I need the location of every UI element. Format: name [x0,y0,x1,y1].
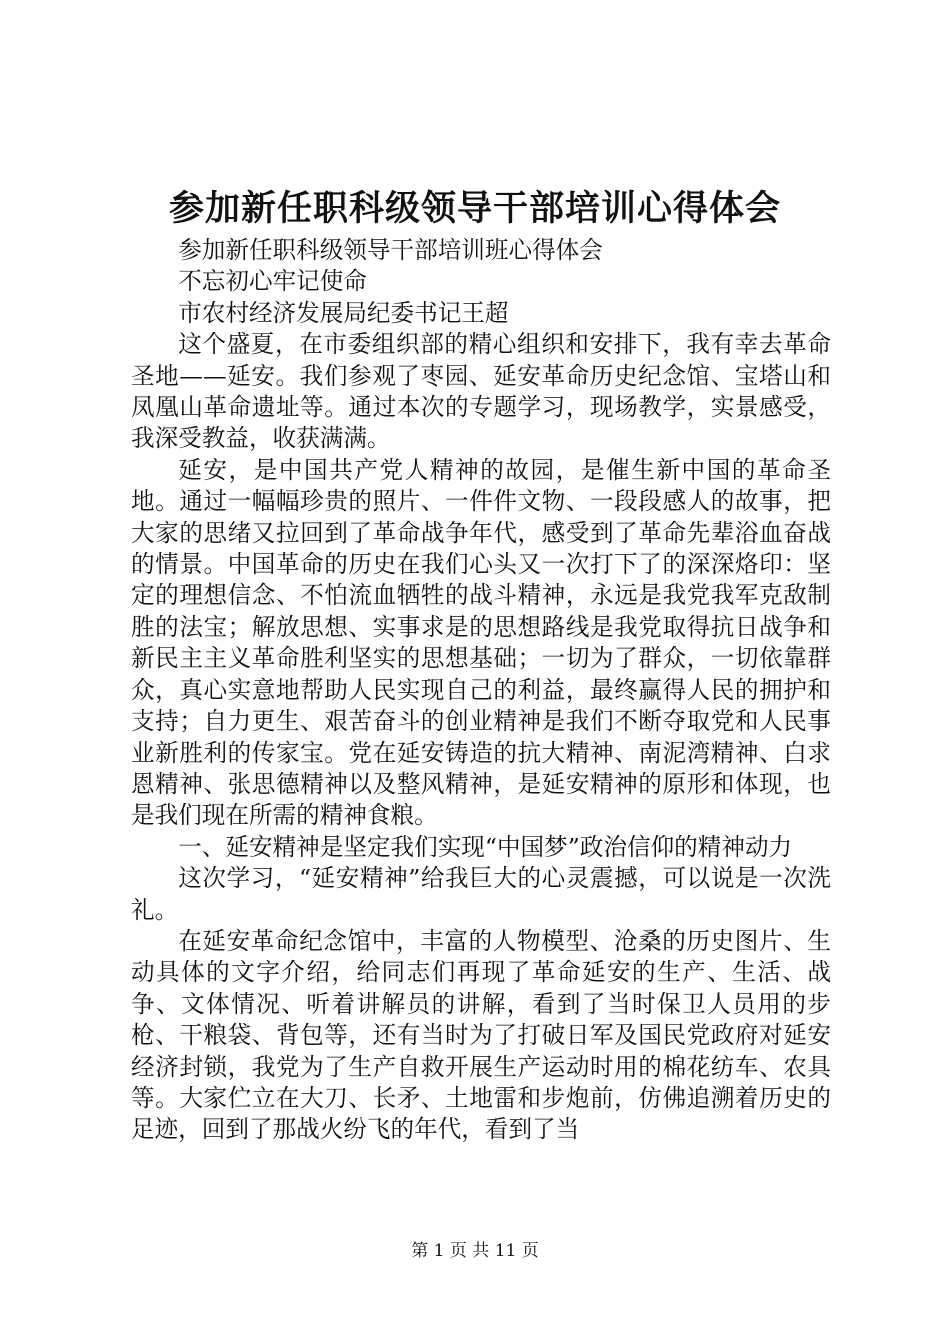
subtitle-paragraph: 参加新任职科级领导干部培训班心得体会 [178,236,603,264]
document-title: 参加新任职科级领导干部培训心得体会 [168,188,781,229]
page-number-footer: 第 1 页 共 11 页 [411,1241,539,1261]
theme-paragraph: 不忘初心牢记使命 [178,267,367,296]
section-heading: 一、延安精神是坚定我们实现“中国梦”政治信仰的精神动力 [178,832,793,861]
author-paragraph: 市农村经济发展局纪委书记王超 [178,298,509,327]
body-paragraph: 在延安革命纪念馆中，丰富的人物模型、沧桑的历史图片、生动具体的文字介绍，给同志们再现了革命延安的生产、生活、战争、文体情况、听着讲解员的讲解，看到了当时保卫人员用的步枪、干粮袋、背包等，还有当时为了打破日军及国民党政府对延安经济封锁，我党为了生产自救开展生产运动时用的棉花纺车、农具等。大家伫立在大刀、长矛、土地雷和步炮前，仿佛追溯着历史的足迹，回到了那战火纷飞的年代，看到了当 [131,926,831,1144]
body-paragraph: 这次学习，“延安精神”给我巨大的心灵震撼，可以说是一次洗礼。 [131,864,831,924]
body-paragraph: 延安，是中国共产党人精神的故园，是催生新中国的革命圣地。通过一幅幅珍贵的照片、一件件文物、一段段感人的故事，把大家的思绪又拉回到了革命战争年代，感受到了革命先辈浴血奋战的情景。中国革命的历史在我们心头又一次打下了的深深烙印：坚定的理想信念、不怕流血牺牲的战斗精神，永远是我党我军克敌制胜的法宝；解放思想、实事求是的思想路线是我党取得抗日战争和新民主主义革命胜利坚实的思想基础；一切为了群众，一切依靠群众，真心实意地帮助人民实现自己的利益，最终赢得人民的拥护和支持；自力更生、艰苦奋斗的创业精神是我们不断夺取党和人民事业新胜利的传家宝。党在延安铸造的抗大精神、南泥湾精神、白求恩精神、张思德精神以及整风精神，是延安精神的原形和体现，也是我们现在所需的精神食粮。 [131,455,831,830]
body-paragraph: 这个盛夏，在市委组织部的精心组织和安排下，我有幸去革命圣地——延安。我们参观了枣园、延安革命历史纪念馆、宝塔山和凤凰山革命遗址等。通过本次的专题学习，现场教学，实景感受，我深受教益，收获满满。 [131,330,831,453]
document-body [131,235,831,1146]
